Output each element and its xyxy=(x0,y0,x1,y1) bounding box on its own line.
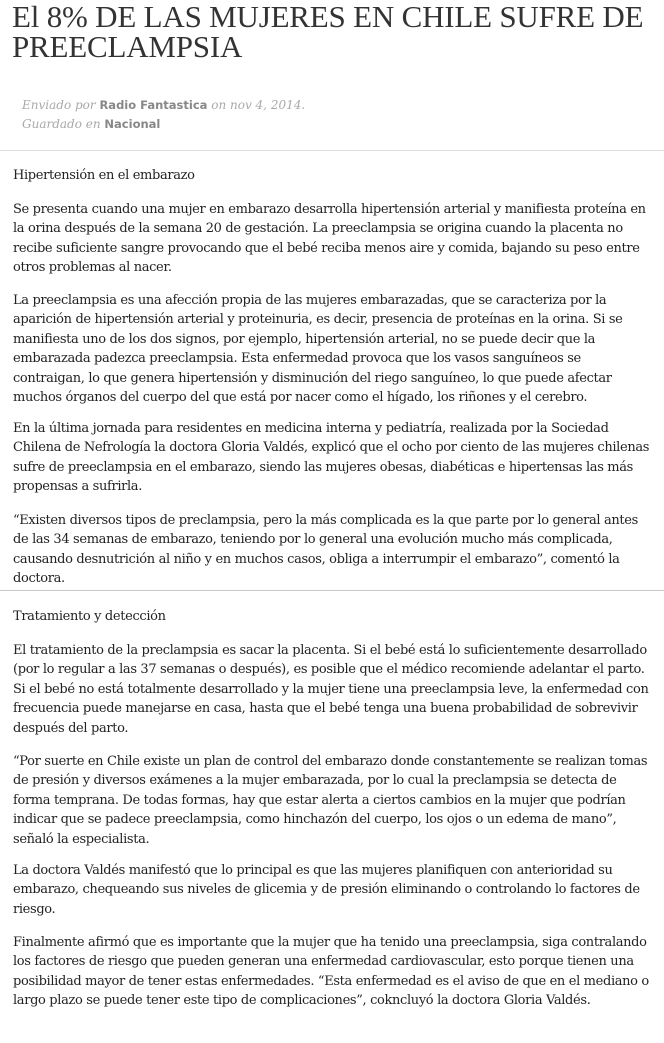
section-heading-hipertension: Hipertensión en el embarazo xyxy=(13,168,195,183)
article-meta xyxy=(22,96,305,134)
paragraph: La doctora Valdés manifestó que lo principal es que las mujeres planifiquen con anterioridad su embarazo, chequeando sus niveles de glicemia y de presión eliminando o controlando lo factores de riesgo. xyxy=(13,863,640,917)
article-title: El 8% DE LAS MUJERES EN CHILE SUFRE DE PREECLAMPSIA xyxy=(12,0,644,64)
divider-section xyxy=(0,590,664,591)
paragraph: “Por suerte en Chile existe un plan de control del embarazo donde constantemente se realizan tomas de presión y diversos exámenes a la mujer embarazada, por lo cual la preclampsia se detecta de forma temprana. De todas formas, hay que estar alerta a ciertos cambios en la mujer que podrían indicar que se padece preeclampsia, como hinchazón del cuerpo, los ojos o un edema de mano”, señaló la especialista. xyxy=(13,754,648,847)
paragraph: Finalmente afirmó que es importante que la mujer que ha tenido una preeclampsia, siga contralando los factores de riesgo que pueden generan una enfermedad cardiovascular, esto porque tienen una posibilidad mayor de tener estas enfermedades. “Esta enfermedad es el aviso de que en el mediano o largo plazo se puede tener este tipo de complicaciones”, cokncluyó la doctora Gloria Valdés. xyxy=(13,935,649,1009)
paragraph: La preeclampsia es una afección propia de las mujeres embarazadas, que se caracteriza por la aparición de hipertensión arterial y proteinuria, es decir, presencia de proteínas en la orina. Si se manifiesta uno de los dos signos, por ejemplo, hipertensión arterial, no se puede decir que la embarazada padezca preeclampsia. Esta enfermedad provoca que los vasos sanguíneos se contraigan, lo que genera hipertensión y disminución del riego sanguíneo, lo que puede afectar muchos órganos del cuerpo del que está por nacer como el hígado, los riñones y el cerebro. xyxy=(13,293,623,406)
meta-sent-line xyxy=(22,96,305,115)
section-heading-tratamiento: Tratamiento y detección xyxy=(13,609,166,624)
meta-sent-prefix: Enviado por xyxy=(22,98,96,112)
meta-author-link[interactable]: Radio Fantastica xyxy=(99,98,208,112)
paragraph: El tratamiento de la preclampsia es sacar la placenta. Si el bebé está lo suficientemente desarrollado (por lo regular a las 37 semanas o después), es posible que el médico recomiende adelantar el parto. Si el bebé no está totalmente desarrollado y la mujer tiene una preeclampsia leve, la enfermedad con frecuencia puede manejarse en casa, hasta que el bebé tenga una buena probabilidad de sobrevivir después del parto. xyxy=(13,643,649,736)
meta-date: on nov 4, 2014. xyxy=(211,98,306,112)
paragraph: En la última jornada para residentes en medicina interna y pediatría, realizada por la Sociedad Chilena de Nefrología la doctora Gloria Valdés, explicó que el ocho por ciento de las mujeres chilenas sufre de preeclampsia en el embarazo, siendo las mujeres obesas, diabéticas e hipertensas las más propensas a sufrirla. xyxy=(13,421,650,495)
divider-top xyxy=(0,150,664,151)
paragraph: “Existen diversos tipos de preclampsia, pero la más complicada es la que parte por lo general antes de las 34 semanas de embarazo, teniendo por lo general una evolución mucho más complicada, causando desnutrición al niño y en muchos casos, obliga a interrumpir el embarazo”, comentó la doctora. xyxy=(13,513,638,587)
meta-saved-line xyxy=(22,115,305,134)
meta-category-link[interactable]: Nacional xyxy=(104,117,161,131)
meta-saved-prefix: Guardado en xyxy=(22,117,101,131)
paragraph: Se presenta cuando una mujer en embarazo desarrolla hipertensión arterial y manifiesta proteína en la orina después de la semana 20 de gestación. La preeclampsia se origina cuando la placenta no recibe suficiente sangre provocando que el bebé reciba menos aire y comida, bajando su peso entre otros problemas al nacer. xyxy=(13,202,646,276)
